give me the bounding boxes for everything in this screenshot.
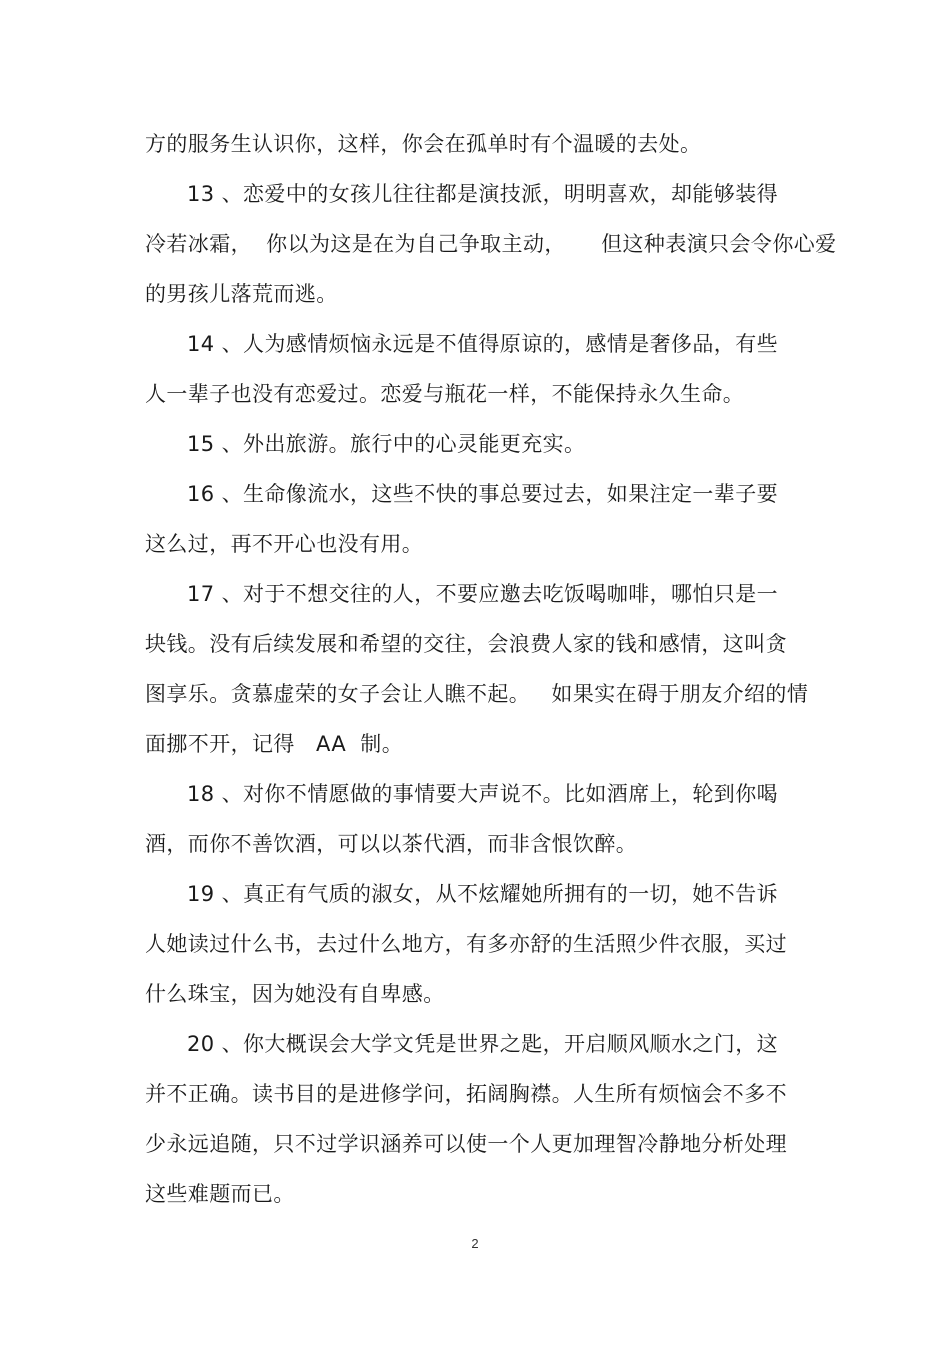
text-line: 少永远追随，只不过学识涵养可以使一个人更加理智冷静地分析处理	[145, 1132, 787, 1156]
text-line: 这么过，再不开心也没有用。	[145, 532, 424, 556]
text-line: 20 、你大概误会大学文凭是世界之匙，开启顺风顺水之门，这	[187, 1032, 778, 1056]
text-line: 人她读过什么书，去过什么地方，有多亦舒的生活照少件衣服，买过	[145, 932, 787, 956]
text-line: 17 、对于不想交往的人，不要应邀去吃饭喝咖啡，哪怕只是一	[187, 582, 778, 606]
text-line: 19 、真正有气质的淑女，从不炫耀她所拥有的一切，她不告诉	[187, 882, 778, 906]
text-line: 面挪不开，记得 AA 制。	[145, 732, 404, 756]
page-number: 2	[471, 1236, 479, 1251]
text-line: 什么珠宝，因为她没有自卑感。	[145, 982, 445, 1006]
text-line: 13 、恋爱中的女孩儿往往都是演技派，明明喜欢，却能够装得	[187, 182, 778, 206]
text-line: 并不正确。读书目的是进修学问，拓阔胸襟。人生所有烦恼会不多不	[145, 1082, 787, 1106]
text-line: 这些难题而已。	[145, 1182, 295, 1206]
text-line: 15 、外出旅游。旅行中的心灵能更充实。	[187, 432, 586, 456]
text-line: 18 、对你不情愿做的事情要大声说不。比如酒席上，轮到你喝	[187, 782, 778, 806]
text-line: 块钱。没有后续发展和希望的交往，会浪费人家的钱和感情，这叫贪	[145, 632, 787, 656]
text-line: 14 、人为感情烦恼永远是不值得原谅的，感情是奢侈品，有些	[187, 332, 778, 356]
text-line: 冷若冰霜， 你以为这是在为自己争取主动， 但这种表演只会令你心爱	[145, 232, 837, 256]
text-line: 图享乐。贪慕虚荣的女子会让人瞧不起。 如果实在碍于朋友介绍的情	[145, 682, 809, 706]
text-line: 方的服务生认识你，这样，你会在孤单时有个温暖的去处。	[145, 132, 702, 156]
text-line: 人一辈子也没有恋爱过。恋爱与瓶花一样，不能保持永久生命。	[145, 382, 745, 406]
text-line: 的男孩儿落荒而逃。	[145, 282, 338, 306]
text-line: 16 、生命像流水，这些不快的事总要过去，如果注定一辈子要	[187, 482, 778, 506]
text-line: 酒，而你不善饮酒，可以以茶代酒，而非含恨饮醉。	[145, 832, 638, 856]
